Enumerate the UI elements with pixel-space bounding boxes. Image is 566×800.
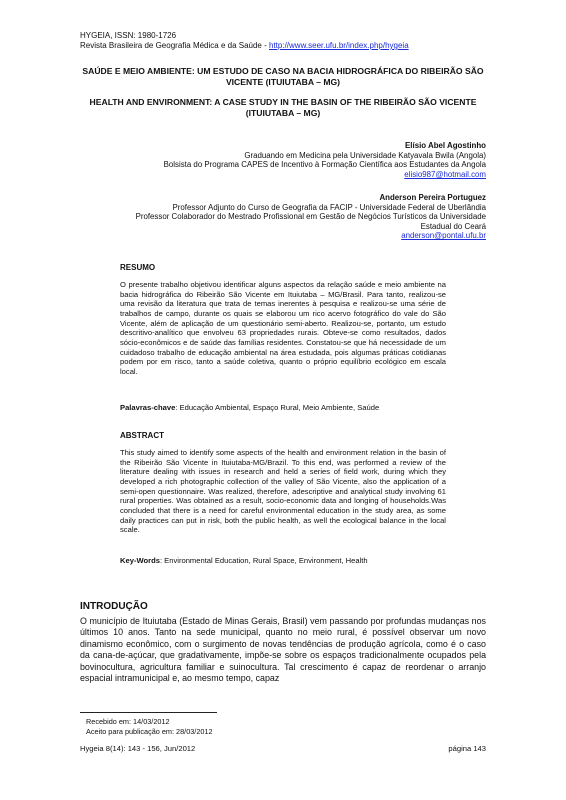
accepted-date: Aceito para publicação em: 28/03/2012 <box>86 727 213 736</box>
intro-heading: INTRODUÇÃO <box>80 601 148 612</box>
footer-citation: Hygeia 8(14): 143 - 156, Jun/2012 <box>80 744 196 753</box>
author-name: Elísio Abel Agostinho <box>405 141 486 150</box>
author-email-link[interactable]: elisio987@hotmail.com <box>404 169 486 179</box>
author-email-link[interactable]: anderson@pontal.ufu.br <box>401 231 486 241</box>
intro-paragraph: O município de Ituiutaba (Estado de Minas Gerais, Brasil) vem passando por profundas mudanças nos últimos 10 anos. Tanto na sede municipal, quanto no meio rural, é possível observar um novo dinamismo econômico, com o surgimento de novas tendências de produção agrícola, como é o caso da cana-de-açúcar, que gradativamente, impõe-se sobre os espaços tradicionalmente ocupados pela bovinocultura, agricultura familiar e suinocultura. Tal crescimento é capaz de reordenar o arranjo espacial intramunicipal e, ao mesmo tempo, capaz <box>80 616 486 684</box>
keywords-label: Palavras-chave <box>120 403 176 412</box>
title-english: HEALTH AND ENVIRONMENT: A CASE STUDY IN THE BASIN OF THE RIBEIRÃO SÃO VICENTE (ITUIUTABA – MG) <box>89 97 477 118</box>
author-block-2 <box>66 193 486 241</box>
title-portuguese: SAÚDE E MEIO AMBIENTE: UM ESTUDO DE CASO NA BACIA HIDROGRÁFICA DO RIBEIRÃO SÃO VICENTE (ITUIUTABA – MG) <box>82 66 484 87</box>
author-block-1 <box>66 141 486 179</box>
keywords-label: Key-Words <box>120 556 160 565</box>
author-affiliation: Graduando em Medicina pela Universidade Katyavala Bwila (Angola) <box>244 150 486 160</box>
footnote-rule <box>80 712 217 713</box>
journal-url-link[interactable]: http://www.seer.ufu.br/index.php/hygeia <box>269 41 409 50</box>
author-name: Anderson Pereira Portuguez <box>379 193 486 202</box>
keywords-text: : Educação Ambiental, Espaço Rural, Meio Ambiente, Saúde <box>175 403 380 412</box>
abstract-keywords <box>120 556 446 566</box>
journal-subtitle-text: Revista Brasileira de Geografia Médica e da Saúde - <box>80 41 269 50</box>
resumo-text: O presente trabalho objetivou identificar alguns aspectos da relação saúde e meio ambiente na bacia hidrográfica do Ribeirão São Vicente em Ituiutaba – MG/Brasil. Para tanto, realizou-se uma revisão da literatura que trata de temas inerentes à pesquisa e realizou-se uma série de trabalhos de campo, durante os quais se elaborou um rico acervo fotográfico do vale do São Vicente, além de aplicação de um questionário semi-aberto. Realizou-se, portanto, um estudo descritivo-analítico que envolveu 63 propriedades rurais. Obteve-se como resultados, dados sócio-econômicos e de saúde das famílias residentes. Constatou-se que há necessidade de um cuidadoso trabalho de educação ambiental na área estudada, pois algumas práticas cotidianas podem por em risco, tanto a saúde coletiva, quanto o próprio equilíbrio ecológico em escala local. <box>120 280 446 376</box>
resumo-heading: RESUMO <box>120 263 156 272</box>
page-number: página 143 <box>448 744 486 753</box>
author-affiliation: Professor Adjunto do Curso de Geografia da FACIP - Universidade Federal de Uberlândia <box>172 202 486 212</box>
received-date: Recebido em: 14/03/2012 <box>86 717 170 726</box>
abstract-text: This study aimed to identify some aspects of the health and environment relation in the basin of the Ribeirão São Vicente in Ituiutaba-MG/Brazil. To this end, was performed a review of the literature dealing with issues in research and held a series of field work, during which they developed a rich photographic collection of the valley of São Vicente, also the application of a semi-open questionnaire. Was realized, therefore, adescriptive and analytical study involving 61 rural properties. Was obtained as a result, socio-economic data and longing of households.Was concluded that there is a need for careful environmental education in the study area, as some daily practices can put in risk, both the public health, as well the ecological balance in the local scale. <box>120 448 446 535</box>
author-affiliation: Bolsista do Programa CAPES de Incentivo à Formação Científica aos Estudantes da Angola <box>163 160 486 170</box>
abstract-heading: ABSTRACT <box>120 431 164 440</box>
journal-subtitle <box>80 41 409 51</box>
journal-name: HYGEIA, ISSN: 1980-1726 <box>80 31 177 40</box>
author-affiliation: Estadual do Ceará <box>420 221 486 231</box>
author-affiliation: Professor Colaborador do Mestrado Profissional em Gestão de Negócios Turísticos da Universidade <box>135 212 486 222</box>
keywords-text: : Environmental Education, Rural Space, Environment, Health <box>159 556 368 565</box>
resumo-keywords <box>120 403 446 413</box>
